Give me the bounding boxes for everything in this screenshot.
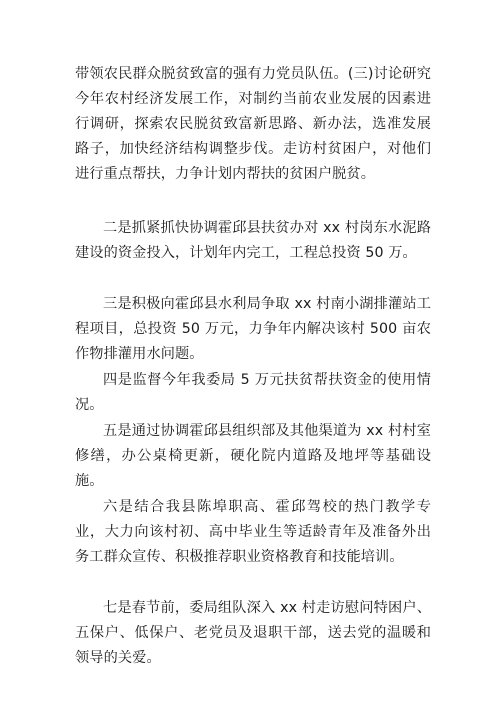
paragraph-item-4: 四是监督今年我委局 5 万元扶贫帮扶资金的使用情况。 [75, 372, 431, 413]
paragraph-item-6: 六是结合我县陈埠职高、霍邱驾校的热门教学专业，大力向该村初、高中毕业生等适龄青年及准备外出务工群众宣传、积极推荐职业资格教育和技能培训。 [75, 499, 431, 565]
paragraph-item-2: 二是抓紧抓快协调霍邱县扶贫办对 xx 村岗东水泥路建设的资金投入，计划年内完工，工程总投资 50 万。 [75, 220, 431, 261]
paragraph-item-5: 五是通过协调霍邱县组织部及其他渠道为 xx 村村室修缮，办公桌椅更新，硬化院内道路及地坪等基础设施。 [75, 423, 431, 489]
paragraph-continuation: 带领农民群众脱贫致富的强有力党员队伍。(三)讨论研究今年农村经济发展工作，对制约当前农业发展的因素进行调研，探索农民脱贫致富新思路、新办法，选准发展路子，加快经济结构调整步伐。走访村贫困户，对他们进行重点帮扶，力争计划内帮扶的贫困户脱贫。 [75, 66, 431, 182]
paragraph-item-3: 三是积极向霍邱县水利局争取 xx 村南小湖排灌站工程项目，总投资 50 万元，力争年内解决该村 500 亩农作物排灌用水问题。 [75, 296, 431, 362]
paragraph-item-7: 七是春节前，委局组队深入 xx 村走访慰问特困户、五保户、低保户、老党员及退职干部，送去党的温暖和领导的关爱。 [75, 600, 431, 666]
